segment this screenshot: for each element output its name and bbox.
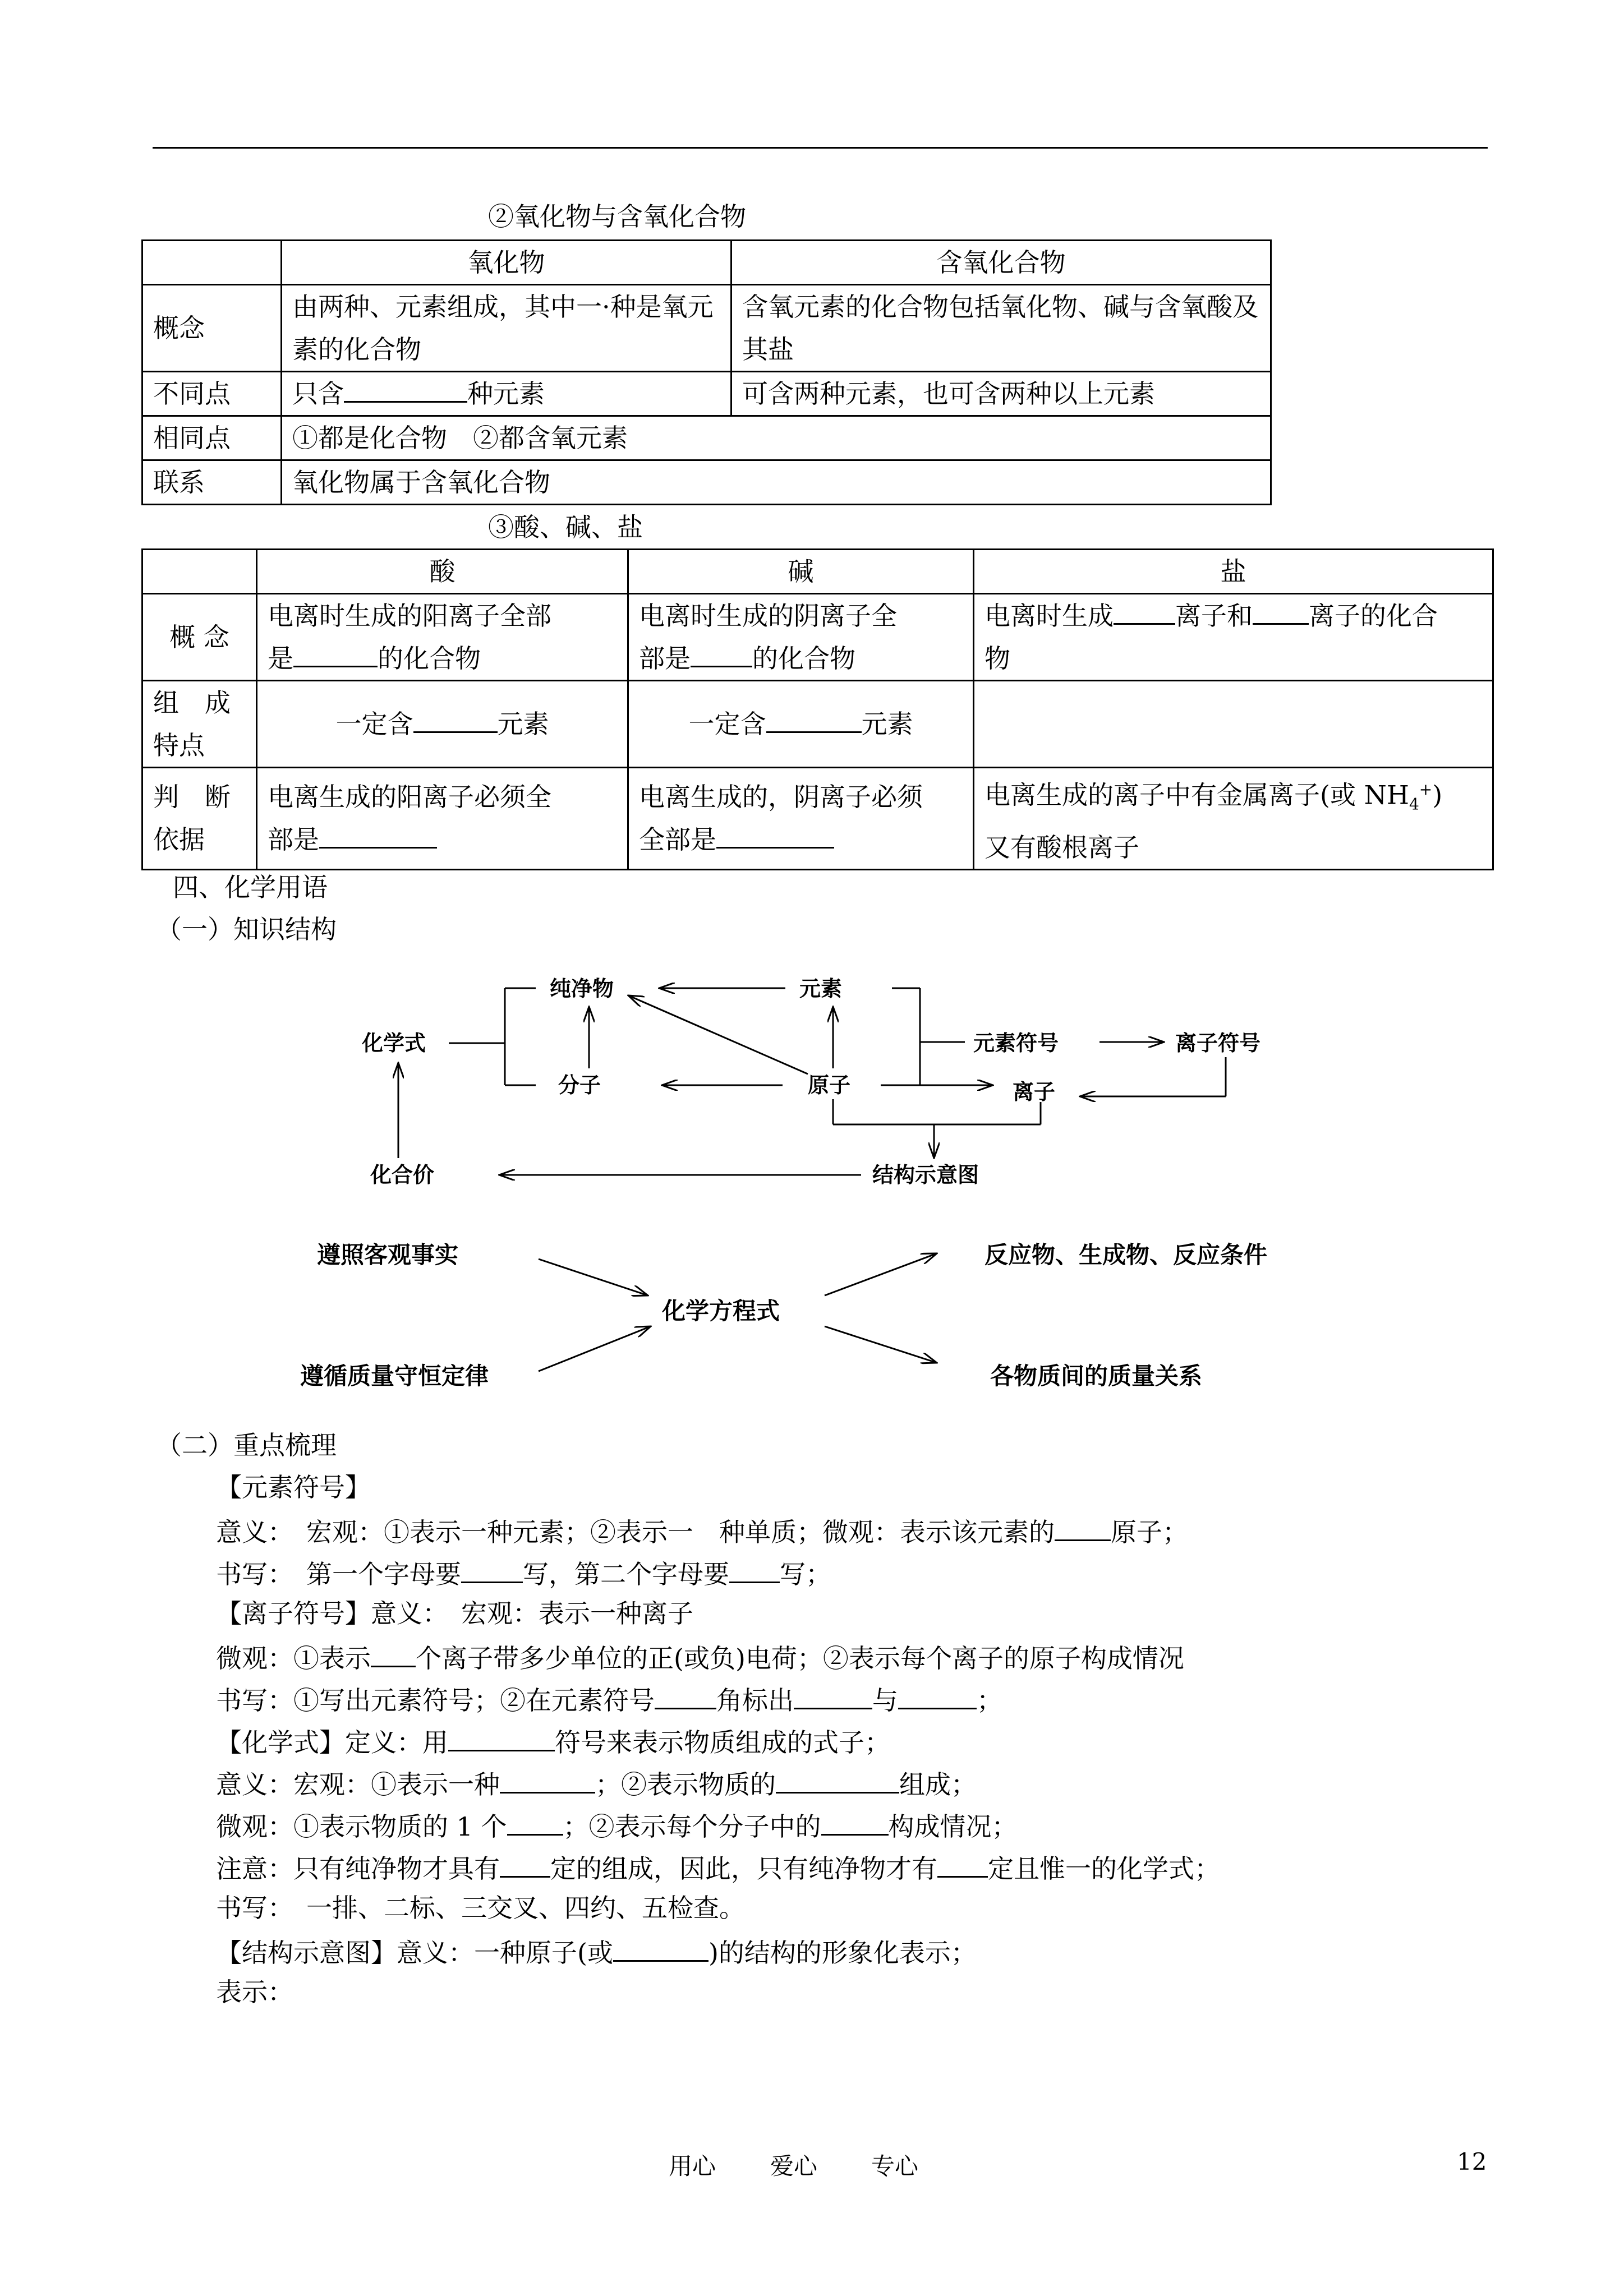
node-atom: 原子 — [808, 1073, 851, 1098]
text-line: 微观：①表示物质的 1 个 ；②表示每个分子中的 构成情况； — [216, 1806, 1018, 1845]
base-head: 碱 — [628, 550, 974, 594]
acid-concept: 电离时生成的阳离子全部 是 的化合物 — [257, 594, 628, 681]
blank — [1055, 1511, 1111, 1541]
oxide-cell: 由两种、元素组成，其中一·种是氧元素的化合物 — [282, 285, 732, 372]
oxide-head-1: 氧化物 — [282, 241, 732, 285]
footer-text-1: 用心 — [669, 2152, 716, 2180]
blank — [729, 1553, 780, 1583]
base-concept: 电离时生成的阴离子全 部是 的化合物 — [628, 594, 974, 681]
blank — [461, 1553, 523, 1583]
oxide-cell: 只含 种元素 — [282, 372, 732, 416]
blank — [500, 1764, 595, 1794]
node-chemical-formula: 化学式 — [362, 1031, 426, 1055]
blank — [448, 1722, 555, 1751]
text-line: 书写： 一排、二标、三交叉、四约、五检查。 — [216, 1893, 745, 1923]
blank — [371, 1638, 416, 1667]
eq-chemical-equation: 化学方程式 — [662, 1297, 780, 1325]
base-criterion: 电离生成的，阴离子必须 全部是 — [628, 768, 974, 870]
blank — [613, 1932, 709, 1962]
eq-reactants: 反应物、生成物、反应条件 — [984, 1241, 1268, 1269]
blank — [937, 1848, 988, 1878]
node-ion: 离子 — [1013, 1080, 1056, 1104]
acid-head: 酸 — [257, 550, 628, 594]
page-number: 12 — [1457, 2148, 1487, 2175]
blank — [821, 1806, 889, 1836]
text-line: 注意：只有纯净物才具有 定的组成，因此，只有纯净物才有 定且惟一的化学式； — [216, 1848, 1220, 1887]
row-label-criterion: 判 断 依据 — [142, 768, 257, 870]
text-line: 微观：①表示 个离子带多少单位的正(或负)电荷；②表示每个离子的原子构成情况 — [216, 1638, 1184, 1676]
text-line: 意义：宏观：①表示一种 ；②表示物质的 组成； — [216, 1764, 977, 1802]
acid-caption: ③酸、碱、盐 — [488, 512, 643, 542]
text-line: 表示： — [216, 1977, 293, 2007]
text-line: 【结构示意图】意义：一种原子(或 )的结构的形象化表示； — [216, 1932, 977, 1971]
acid-composition: 一定含 元素 — [257, 681, 628, 768]
oxide-cell: 含氧元素的化合物包括氧化物、碱与含氧酸及其盐 — [732, 285, 1271, 372]
oxide-head-2: 含氧化合物 — [732, 241, 1271, 285]
node-molecule: 分子 — [558, 1073, 601, 1098]
oxide-row-label: 相同点 — [142, 416, 282, 460]
text-line: 【化学式】定义：用 符号来表示物质组成的式子； — [216, 1722, 890, 1760]
oxide-row-label: 不同点 — [142, 372, 282, 416]
node-pure-substance: 纯净物 — [550, 976, 614, 1001]
eq-conservation: 遵循质量守恒定律 — [300, 1362, 489, 1390]
row-label-concept: 概 念 — [142, 594, 257, 681]
heading-key-points: （二）重点梳理 — [156, 1430, 337, 1460]
blank — [655, 1680, 716, 1709]
salt-criterion: 电离生成的离子中有金属离子(或 $NH_4^+$) 又有酸根离子 — [974, 768, 1493, 870]
oxide-row-label: 概念 — [142, 285, 282, 372]
blank — [500, 1848, 550, 1878]
text-line: 【元素符号】 — [216, 1472, 371, 1502]
salt-head: 盐 — [974, 550, 1493, 594]
node-element: 元素 — [799, 976, 843, 1001]
node-valence: 化合价 — [370, 1163, 435, 1187]
blank — [794, 1680, 872, 1709]
blank — [507, 1806, 563, 1836]
oxide-cell: 可含两种元素，也可含两种以上元素 — [732, 372, 1271, 416]
text-line: 【离子符号】意义： 宏观：表示一种离子 — [216, 1598, 693, 1629]
salt-concept: 电离时生成 离子和 离子的化合 物 — [974, 594, 1493, 681]
oxide-row-label: 联系 — [142, 460, 282, 505]
blank — [898, 1680, 977, 1709]
eq-mass-relation: 各物质间的质量关系 — [990, 1362, 1203, 1390]
row-label-composition: 组 成 特点 — [142, 681, 257, 768]
oxide-caption: ②氧化物与含氧化合物 — [488, 201, 746, 232]
oxide-cell: 氧化物属于含氧化合物 — [282, 460, 1271, 505]
text-line: 书写： 第一个字母要 写，第二个字母要 写； — [216, 1553, 831, 1592]
base-composition: 一定含 元素 — [628, 681, 974, 768]
text-line: 意义： 宏观：①表示一种元素；②表示一 种单质；微观：表示该元素的 原子； — [216, 1511, 1188, 1550]
acid-criterion: 电离生成的阳离子必须全 部是 — [257, 768, 628, 870]
node-element-symbol: 元素符号 — [973, 1031, 1059, 1055]
blank — [776, 1764, 899, 1794]
text-line: 书写：①写出元素符号；②在元素符号 角标出 与 ； — [216, 1680, 1002, 1718]
heading-chemical-terms: 四、化学用语 — [173, 872, 328, 902]
footer-text-3: 专心 — [871, 2152, 919, 2180]
oxide-cell: ①都是化合物 ②都含氧元素 — [282, 416, 1271, 460]
eq-fact: 遵照客观事实 — [317, 1241, 459, 1269]
footer-text-2: 爱心 — [770, 2152, 818, 2180]
heading-knowledge-structure: （一）知识结构 — [156, 914, 337, 944]
node-ion-symbol: 离子符号 — [1175, 1031, 1261, 1055]
node-structure-diagram: 结构示意图 — [872, 1163, 979, 1187]
